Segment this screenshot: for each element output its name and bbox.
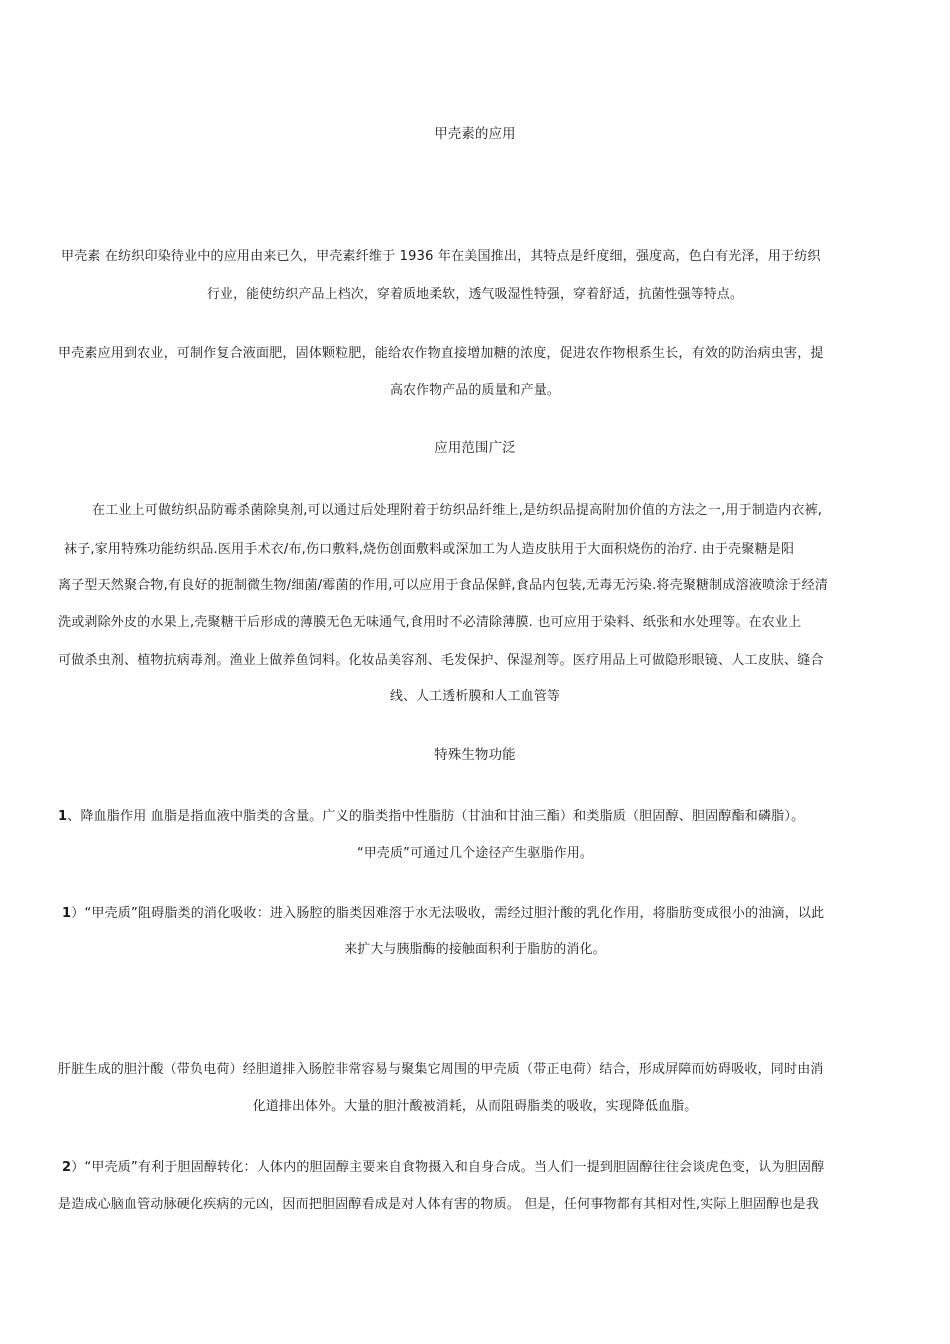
sub2-line2: 是造成心脑血管动脉硬化疾病的元凶，因而把胆固醇看成是对人体有害的物质。 但是，任何事物都有其相对性,实际上胆固醇也是我 <box>58 1197 820 1212</box>
para3-line5: 可做杀虫剂、植物抗病毒剂。渔业上做养鱼饲料。化妆品美容剂、毛发保护、保湿剂等。医疗用品上可做隐形眼镜、人工皮肤、缝合 <box>58 653 824 668</box>
heading-scope: 应用范围广泛 <box>434 441 516 456</box>
sub2-line1 <box>62 1159 824 1177</box>
para3-line6: 线、人工透析膜和人工血管等 <box>390 689 560 704</box>
para2-line1: 甲壳素应用到农业，可制作复合液面肥，固体颗粒肥，能给农作物直接增加糖的浓度，促进农作物根系生长，有效的防治病虫害，提 <box>58 346 824 361</box>
para4-line1: 肝脏生成的胆汁酸（带负电荷）经胆道排入肠腔非常容易与聚集它周围的甲壳质（带正电荷）结合，形成屏障而妨碍吸收，同时由消 <box>58 1062 824 1077</box>
sub1-number: 1 <box>62 906 72 921</box>
item1-text: 、降血脂作用 血脂是指血液中脂类的含量。广义的脂类指中性脂肪（甘油和甘油三酯）和类脂质（胆固醇、胆固醇酯和磷脂）。 <box>67 809 805 824</box>
para3-line3: 离子型天然聚合物,有良好的扼制微生物/细菌/霉菌的作用,可以应用于食品保鲜,食品内包装,无毒无污染.将壳聚糖制成溶液喷涂于经清 <box>58 578 829 593</box>
item1-line1 <box>58 808 804 826</box>
item1-number: 1 <box>58 809 68 824</box>
para2-line2: 高农作物产品的质量和产量。 <box>390 383 560 398</box>
sub1-text: ）“甲壳质”阻碍脂类的消化吸收：进入肠腔的脂类因难溶于水无法吸收，需经过胆汁酸的乳化作用，将脂肪变成很小的油滴，以此 <box>71 906 825 921</box>
sub1-line1 <box>62 905 824 923</box>
para4-line2: 化道排出体外。大量的胆汁酸被消耗，从而阻碍脂类的吸收，实现降低血脂。 <box>252 1099 698 1114</box>
item1-line2: “甲壳质”可通过几个途径产生驱脂作用。 <box>356 846 594 861</box>
para3-line2: 袜子,家用特殊功能纺织品.医用手术衣/布,伤口敷料,烧伤创面敷料或深加工为人造皮肤用于大面积烧伤的治疗. 由于壳聚糖是阳 <box>64 542 795 557</box>
para1-line1: 甲壳素 在纺织印染待业中的应用由来已久，甲壳素纤维于 1936 年在美国推出，其特点是纤度细，强度高，色白有光泽，用于纺织 <box>61 249 821 264</box>
para3-line4: 洗或剥除外皮的水果上,壳聚糖干后形成的薄膜无色无味通气,食用时不必清除薄膜. 也可应用于染料、纸张和水处理等。在农业上 <box>58 615 802 630</box>
sub1-line2: 来扩大与胰脂酶的接触面积利于脂肪的消化。 <box>344 942 606 957</box>
heading-bio: 特殊生物功能 <box>434 748 516 763</box>
para3-line1: 在工业上可做纺织品防霉杀菌除臭剂,可以通过后处理附着于纺织品纤维上,是纺织品提高附加价值的方法之一,用于制造内衣裤, <box>92 503 823 518</box>
doc-title: 甲壳素的应用 <box>434 127 516 142</box>
sub2-number: 2 <box>62 1160 72 1175</box>
para1-line2: 行业，能使纺织产品上档次，穿着质地柔软，透气吸湿性特强，穿着舒适，抗菌性强等特点。 <box>206 287 744 302</box>
sub2-text: ）“甲壳质”有利于胆固醇转化：人体内的胆固醇主要来自食物摄入和自身合成。当人们一提到胆固醇往往会谈虎色变，认为胆固醇 <box>71 1160 825 1175</box>
